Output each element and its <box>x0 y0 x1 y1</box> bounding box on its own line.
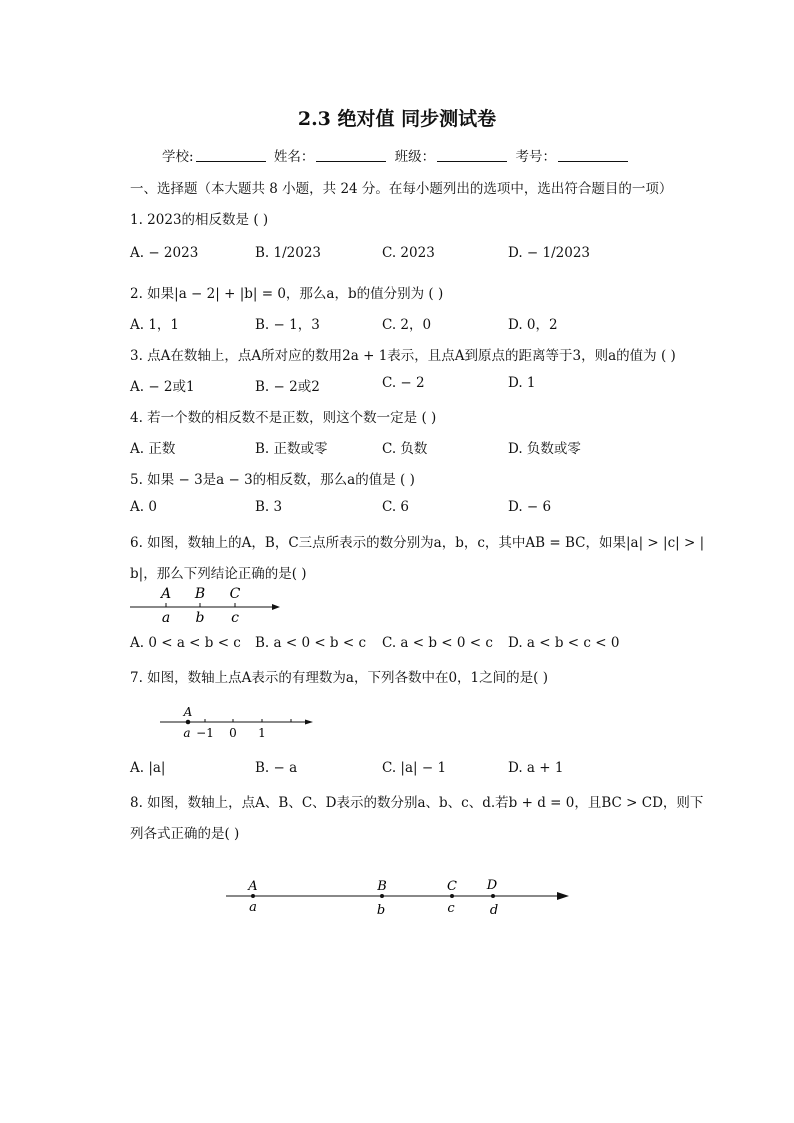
question-7-stem: 7. 如图，数轴上点A表示的有理数为a，下列各数中在0，1之间的是( ) <box>130 670 548 686</box>
name-label: 姓名： <box>273 149 315 165</box>
q8-label-D: D <box>486 878 498 893</box>
question-4-stem: 4. 若一个数的相反数不是正数，则这个数一定是 ( ) <box>130 410 437 426</box>
q8-point-b <box>380 894 384 898</box>
q6-option-b[interactable]: B. a < 0 < b < c <box>255 635 367 651</box>
class-label: 班级： <box>394 149 436 165</box>
q8-axis-arrow <box>557 892 569 900</box>
exam-no-label: 考号： <box>515 149 556 165</box>
q8-label-C: C <box>447 879 457 894</box>
q2-option-b[interactable]: B. − 1，3 <box>255 317 320 333</box>
student-info-line <box>0 145 794 165</box>
q4-option-d[interactable]: D. 负数或零 <box>508 441 581 457</box>
q7-label-A: A <box>183 705 193 719</box>
q5-option-a[interactable]: A. 0 <box>130 499 157 515</box>
q8-label-d: d <box>489 903 499 918</box>
q5-option-c[interactable]: C. 6 <box>382 499 410 515</box>
q7-point-a <box>186 720 191 725</box>
question-3-stem: 3. 点A在数轴上，点A所对应的数用2a + 1表示，且点A到原点的距离等于3，则a的值为 ( ) <box>130 348 676 364</box>
exam-no-blank[interactable] <box>558 149 628 162</box>
q6-number-line-figure <box>128 583 288 628</box>
q7-label-0: 0 <box>229 726 237 740</box>
q8-label-A: A <box>248 879 258 894</box>
q2-option-d[interactable]: D. 0，2 <box>508 317 558 333</box>
name-blank[interactable] <box>316 149 386 162</box>
q8-point-c <box>450 894 454 898</box>
q1-option-d[interactable]: D. − 1/2023 <box>508 245 591 261</box>
q7-option-a[interactable]: A. |a| <box>130 760 166 776</box>
class-blank[interactable] <box>437 149 507 162</box>
q6-label-c: c <box>231 610 239 626</box>
q6-option-d[interactable]: D. a < b < c < 0 <box>508 635 620 651</box>
q8-label-a: a <box>249 900 257 915</box>
q3-option-d[interactable]: D. 1 <box>508 375 536 391</box>
q6-axis-arrow <box>272 604 280 610</box>
question-6-stem: 6. 如图，数轴上的A，B，C三点所表示的数分别为a，b，c，其中AB = BC，如果|a| > |c| > | <box>130 535 705 551</box>
q6-label-B: B <box>194 586 206 602</box>
q3-option-c[interactable]: C. − 2 <box>382 375 425 391</box>
q7-option-b[interactable]: B. − a <box>255 760 298 776</box>
q4-option-a[interactable]: A. 正数 <box>130 441 176 457</box>
q6-option-a[interactable]: A. 0 < a < b < c <box>130 635 241 651</box>
q7-number-line-figure <box>158 703 318 743</box>
q7-label-a: a <box>183 726 191 740</box>
q7-axis-arrow <box>305 720 313 725</box>
question-8-stem-cont: 列各式正确的是( ) <box>130 826 240 842</box>
question-1-stem: 1. 2023的相反数是 ( ) <box>130 212 269 228</box>
q8-label-b: b <box>376 903 386 918</box>
q8-point-a <box>251 894 255 898</box>
question-8-stem: 8. 如图，数轴上，点A、B、C、D表示的数分别a、b、c、d.若b + d = 0，且BC > CD，则下 <box>130 795 704 811</box>
question-5-stem: 5. 如果 − 3是a − 3的相反数，那么a的值是 ( ) <box>130 472 415 488</box>
q1-option-a[interactable]: A. − 2023 <box>130 245 199 261</box>
school-blank[interactable] <box>196 149 266 162</box>
q5-option-b[interactable]: B. 3 <box>255 499 283 515</box>
q7-label-minus1: −1 <box>196 726 214 740</box>
q4-option-c[interactable]: C. 负数 <box>382 441 428 457</box>
question-2-stem: 2. 如果|a − 2| + |b| = 0，那么a，b的值分别为 ( ) <box>130 286 444 302</box>
q8-label-c: c <box>447 901 455 916</box>
q8-point-d <box>491 894 495 898</box>
q7-label-1: 1 <box>258 726 266 740</box>
q7-option-c[interactable]: C. |a| − 1 <box>382 760 447 776</box>
q1-option-c[interactable]: C. 2023 <box>382 245 435 261</box>
school-label: 学校: <box>162 149 194 165</box>
q8-number-line-figure <box>224 875 574 920</box>
q3-option-b[interactable]: B. − 2或2 <box>255 379 320 395</box>
q2-option-a[interactable]: A. 1，1 <box>130 317 180 333</box>
q1-option-b[interactable]: B. 1/2023 <box>255 245 321 261</box>
section-heading: 一、选择题（本大题共 8 小题，共 24 分。在每小题列出的选项中，选出符合题目的一项） <box>130 181 673 197</box>
q5-option-d[interactable]: D. − 6 <box>508 499 552 515</box>
q4-option-b[interactable]: B. 正数或零 <box>255 441 328 457</box>
q6-label-b: b <box>195 610 205 626</box>
q6-option-c[interactable]: C. a < b < 0 < c <box>382 635 493 651</box>
q2-option-c[interactable]: C. 2，0 <box>382 317 432 333</box>
q8-label-B: B <box>377 879 387 894</box>
q7-option-d[interactable]: D. a + 1 <box>508 760 564 776</box>
page-title: 2.3 绝对值 同步测试卷 <box>297 108 497 130</box>
q6-label-C: C <box>229 586 241 602</box>
q3-option-a[interactable]: A. − 2或1 <box>130 379 195 395</box>
q6-label-a: a <box>161 610 171 626</box>
q6-label-A: A <box>160 586 172 602</box>
question-6-stem-cont: b|，那么下列结论正确的是( ) <box>130 566 307 582</box>
